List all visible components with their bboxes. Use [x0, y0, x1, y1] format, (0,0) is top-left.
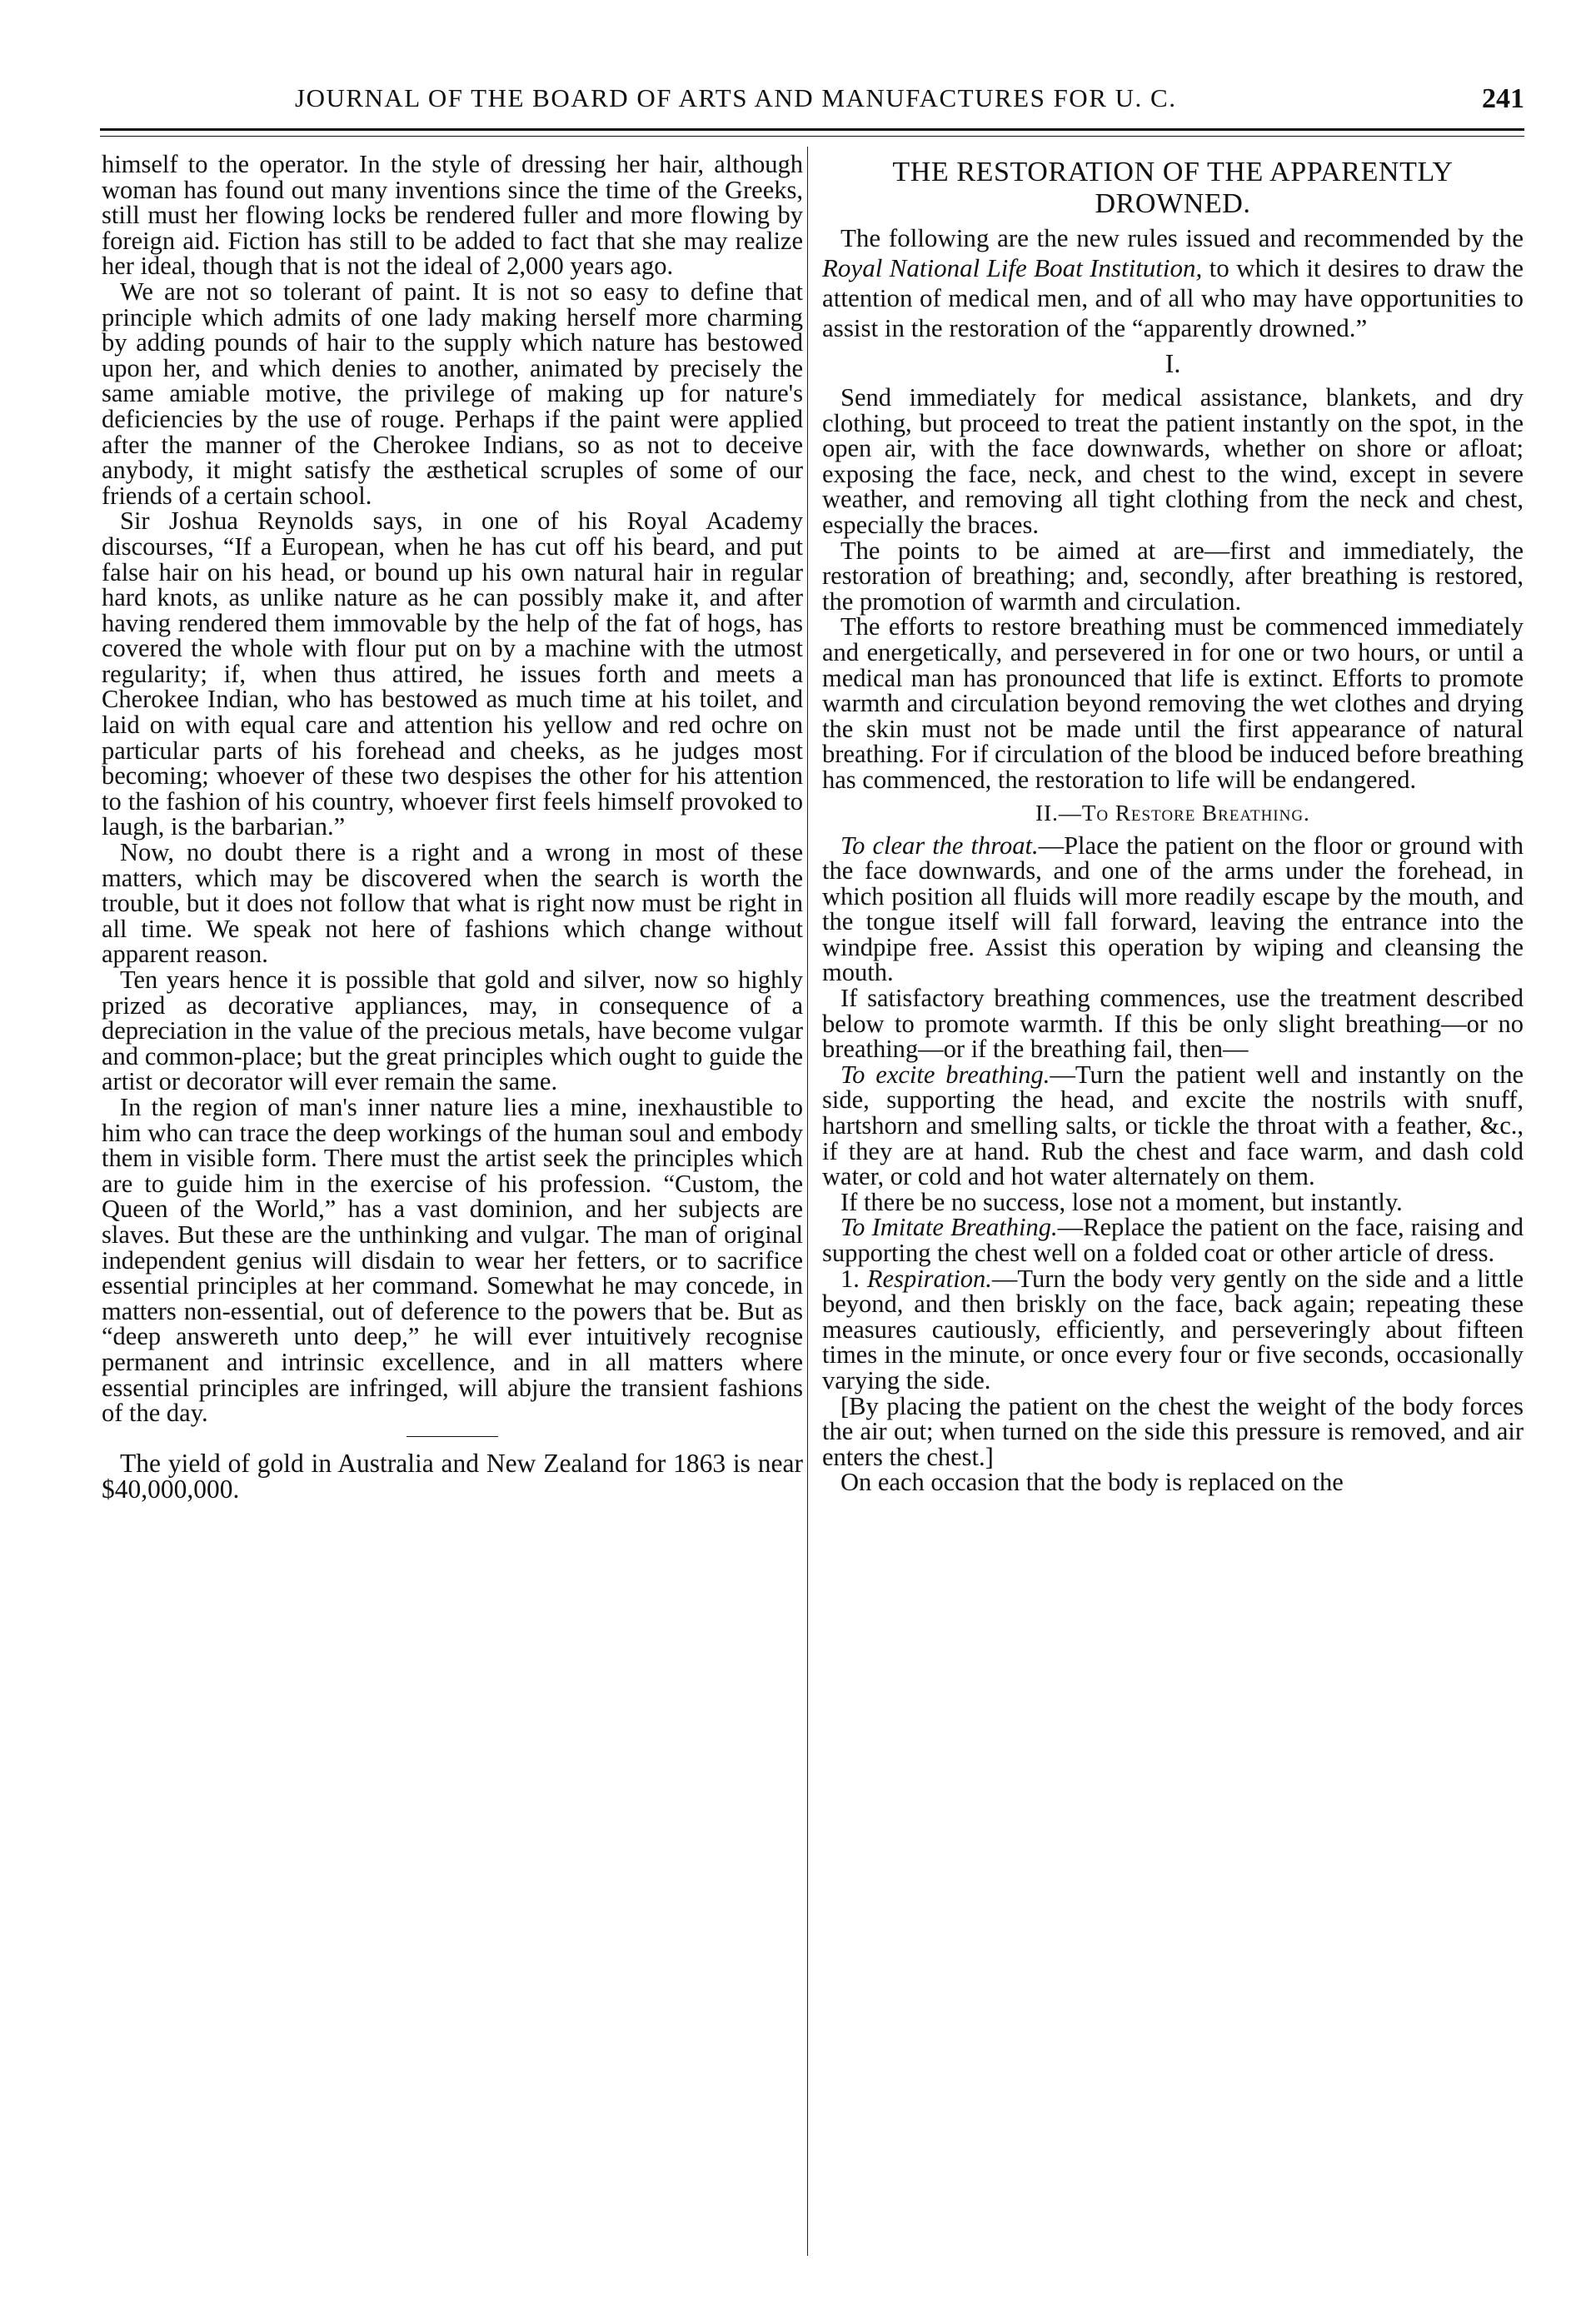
intro-paragraph	[822, 223, 1524, 343]
left-paragraph: In the region of man's inner nature lies a mine, inexhaustible to him who can trace the deep workings of the human soul and embody them in visible form. There must the artist seek the principles which are to guide him in the exercise of his profession. “Custom, the Queen of the World,” has a vast dominion, and her subjects are slaves. But these are the unthinking and vulgar. The man of original independent genius will disdain to wear her fetters, or to sacrifice essential principles at her command. Somewhat he may concede, in matters non-essential, out of deference to the powers that be. But as “deep answereth unto deep,” he will ever intuitively recognise permanent and intrinsic excellence, and in all matters where essential principles are infringed, will abjure the transient fashions of the day.	[102, 1092, 803, 1428]
left-paragraph: Sir Joshua Reynolds says, in one of his Royal Academy discourses, “If a European, when he has cut off his beard, and put false hair on his head, or bound up his own natural hair in regular hard knots, as unlike nature as he can possibly make it, and after having rendered them immovable by the help of the fat of hogs, has covered the whole with flour put on by a machine with the utmost regularity; if, when thus attired, he issues forth and meets a Cherokee Indian, who has bestowed as much time at his toilet, and laid on with equal care and attention his yellow and red ochre on particular parts of his forehead and cheeks, as he judges most becoming; whoever of these two despises the other for his attention to the fashion of his country, whoever first feels himself provoked to laugh, is the barbarian.”	[102, 506, 803, 841]
page-number: 241	[1482, 83, 1524, 114]
imitate-label: To Imitate Breathing.	[840, 1213, 1058, 1242]
intro-tail: to which it desires to draw the attention of medical men, and of all who may have opportunities to assist in the restoration of the “apparently drowned.”	[822, 253, 1524, 342]
institution-name: Royal National Life Boat Institution,	[822, 253, 1203, 282]
right-column	[822, 157, 1524, 1495]
excite-paragraph	[822, 1062, 1524, 1190]
satisfactory-paragraph: If satisfactory breathing commences, use the treatment described below to promote warmth. If this be only slight breathing—or no breathing—or if the breathing fail, then—	[822, 984, 1524, 1064]
left-paragraph: Now, no doubt there is a right and a wrong in most of these matters, which may be discovered when the search is worth the trouble, but it does not follow that what is right now must be right in all time. We speak not here of fashions which change without apparent reason.	[102, 838, 803, 969]
column-divider	[807, 147, 808, 2256]
section-one-numeral: I.	[1165, 348, 1181, 378]
clear-throat-text: —Place the patient on the floor or ground with the face downwards, and one of the arms under the forehead, in which position all fluids will more readily escape by the mouth, and the tongue itself will fall forward, leaving the entrance into the windpipe free. Assist this operation by wiping and cleansing the mouth.	[822, 831, 1524, 987]
gold-yield-item: The yield of gold in Australia and New Zealand for 1863 is near $40,000,000.	[102, 1448, 803, 1504]
left-paragraph: Ten years hence it is possible that gold and silver, now so highly prized as decorative appliances, may, in consequence of a depreciation in the value of the precious metals, have become vulgar and common-place; but the great principles which ought to guide the artist or decorator will ever remain the same.	[102, 965, 803, 1096]
article-title: THE RESTORATION OF THE APPARENTLY DROWNED.	[892, 157, 1454, 219]
imitate-text: —Replace the patient on the face, raising and supporting the chest well on a folded coat or other article of dress.	[822, 1213, 1524, 1267]
left-paragraph: himself to the operator. In the style of dressing her hair, although woman has found out many inventions since the time of the Greeks, still must her flowing locks be rendered fuller and more flowing by foreign aid. Fiction has still to be added to fact that she may realize her ideal, though that is not the ideal of 2,000 years ago.	[102, 150, 803, 281]
excite-text: —Turn the patient well and instantly on the side, supporting the head, and excite the nostrils with snuff, hartshorn and smelling salts, or tickle the throat with a feather, &c., if they are at hand. Rub the chest and face warm, and dash cold water, or cold and hot water alternately on them.	[822, 1060, 1524, 1191]
section-one-paragraph: Send immediately for medical assistance, blankets, and dry clothing, but proceed to treat the patient instantly on the spot, in the open air, with the face downwards, whether on shore or afloat; exposing the face, neck, and chest to the wind, except in severe weather, and removing all tight clothing from the neck and chest, especially the braces.	[822, 383, 1524, 539]
section-one-paragraph: The efforts to restore breathing must be commenced immediately and energetically, and persevered in for one or two hours, or until a medical man has pronounced that life is extinct. Efforts to promote warmth and circulation beyond removing the wet clothes and drying the skin must not be made until the first appearance of natural breathing. For if circulation of the blood be induced before breathing has commenced, the restoration to life will be endangered.	[822, 612, 1524, 794]
clear-throat-paragraph	[822, 833, 1524, 986]
imitate-paragraph	[822, 1215, 1524, 1265]
bracket-note: [By placing the patient on the chest the weight of the body forces the air out; when turned on the side this pressure is removed, and air enters the chest.]	[822, 1391, 1524, 1471]
running-header	[100, 83, 1524, 128]
section-one-paragraph: The points to be aimed at are—first and immediately, the restoration of breathing; and, secondly, after breathing is restored, the promotion of warmth and circulation.	[822, 536, 1524, 616]
respiration-label: Respiration.	[866, 1264, 992, 1293]
respiration-text: —Turn the body very gently on the side and a little beyond, and then briskly on the face, back again; repeating these measures cautiously, efficiently, and perseveringly about fifteen times in the minute, or once every four or five seconds, occasionally varying the side.	[822, 1264, 1524, 1394]
section-two-heading: II.—To Restore Breathing.	[1035, 800, 1310, 826]
header-double-rule	[100, 128, 1524, 137]
left-column	[102, 152, 803, 1502]
respiration-number: 1.	[840, 1264, 867, 1293]
no-success-paragraph: If there be no success, lose not a moment, but instantly.	[840, 1187, 1403, 1216]
left-paragraph: We are not so tolerant of paint. It is not so easy to define that principle which admits of one lady making herself more charming by adding pounds of hair to the supply which nature has bestowed upon her, and which denies to another, animated by precisely the same amiable motive, the privilege of making up for nature's deficiencies by the use of rouge. Perhaps if the paint were applied after the manner of the Cherokee Indians, so as not to deceive anybody, it might satisfy the æsthetical scruples of some of our friends of a certain school.	[102, 277, 803, 510]
final-line: On each occasion that the body is replaced on the	[840, 1468, 1344, 1497]
clear-throat-label: To clear the throat.	[840, 831, 1039, 860]
respiration-paragraph	[822, 1266, 1524, 1394]
intro-lead: The following are the new rules issued and recommended by the	[840, 223, 1524, 252]
excite-label: To excite breathing.	[840, 1060, 1050, 1089]
article-separator	[406, 1436, 498, 1437]
journal-title: JOURNAL OF THE BOARD OF ARTS AND MANUFACTURES FOR U. C.	[295, 83, 1177, 112]
